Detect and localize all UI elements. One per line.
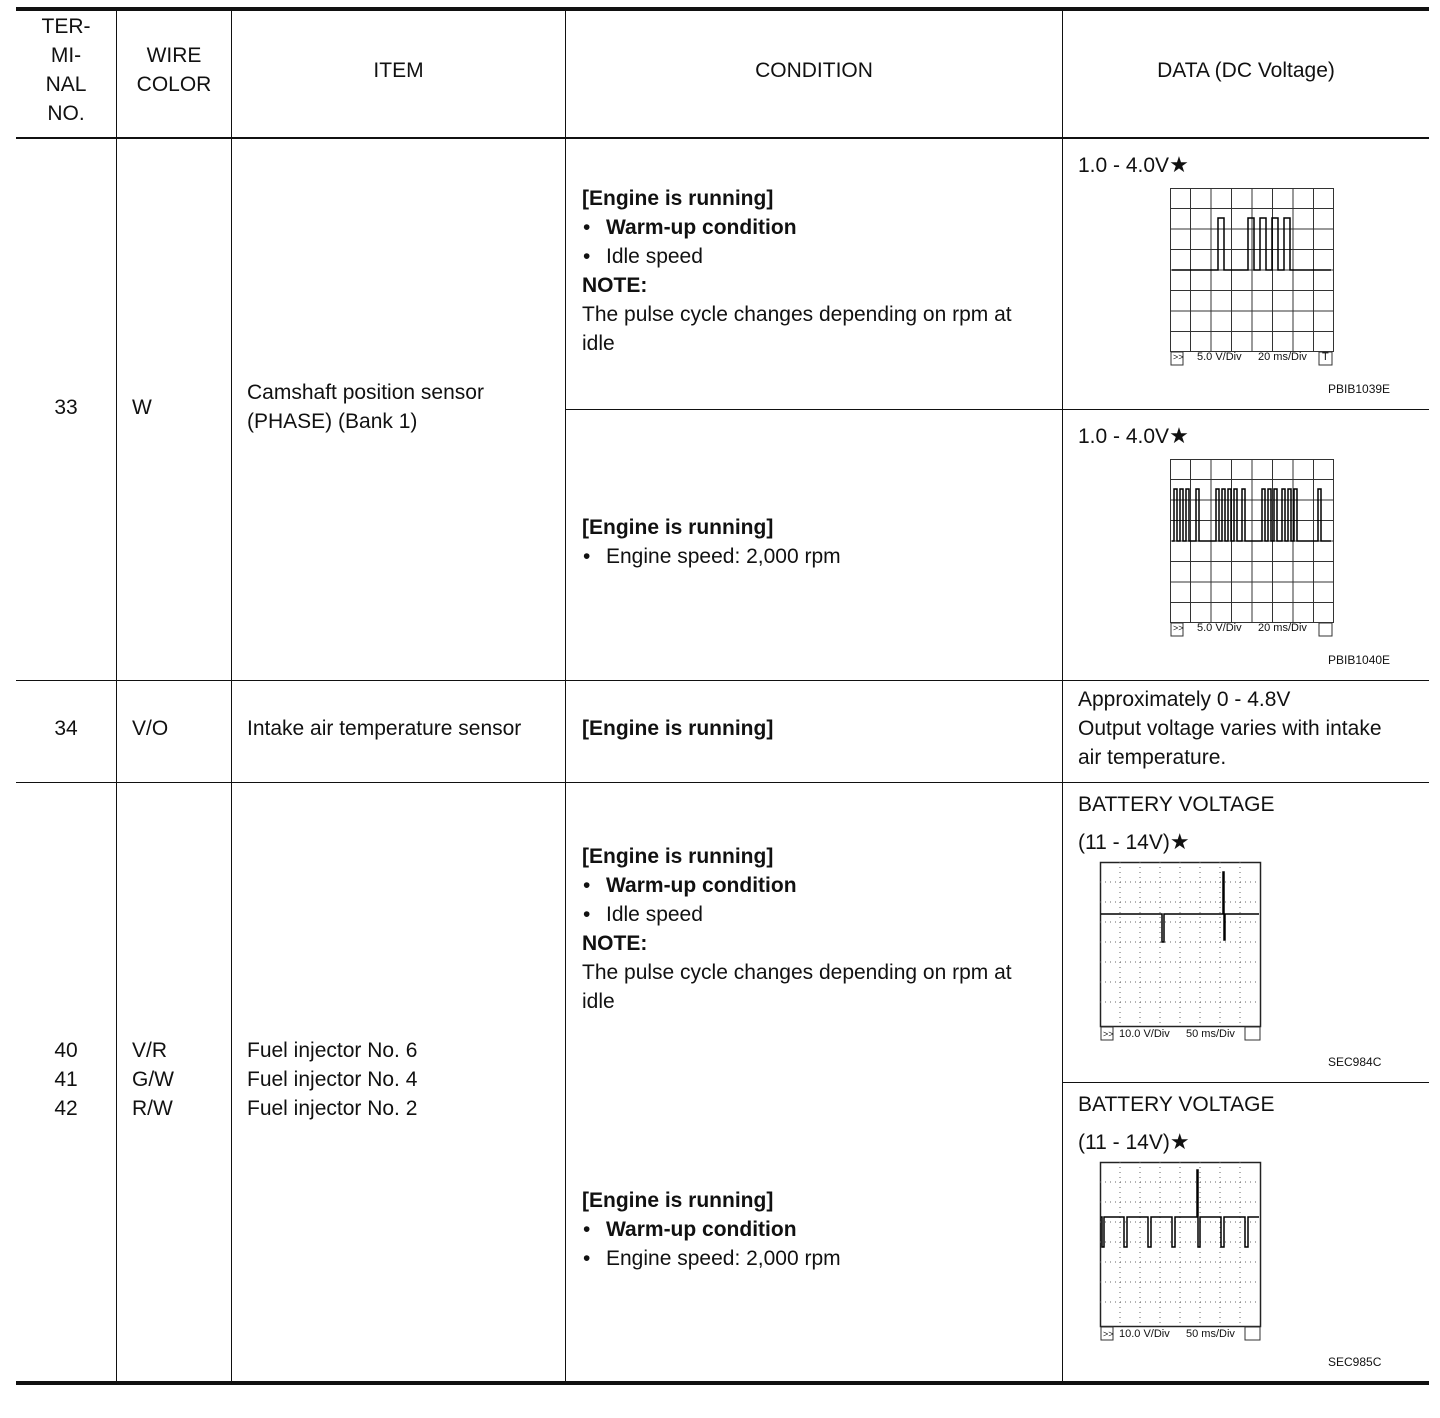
scope2-scale: 5.0 V/Div xyxy=(1197,622,1242,634)
row40-data1-value: BATTERY VOLTAGE (11 - 14V)★ xyxy=(1078,793,1275,854)
col-divider-4 xyxy=(1062,9,1063,1383)
scope3-mark: >> xyxy=(1103,1029,1114,1039)
row33-data2-value: 1.0 - 4.0V★ xyxy=(1078,423,1189,448)
header-item: ITEM xyxy=(373,59,424,82)
row34-item: Intake air temperature sensor xyxy=(247,717,522,740)
figure-id-sec984c: SEC984C xyxy=(1328,1055,1382,1069)
scope4-mark: >> xyxy=(1103,1329,1114,1339)
oscilloscope-waveform-sec984c xyxy=(1100,862,1262,1044)
row40-item: Fuel injector No. 6 Fuel injector No. 4 Fuel injector No. 2 xyxy=(247,1039,418,1120)
scope4-time: 50 ms/Div xyxy=(1186,1328,1235,1340)
oscilloscope-waveform-pbib1040e xyxy=(1170,459,1335,639)
col-divider-1 xyxy=(116,9,117,1383)
figure-id-pbib1039e: PBIB1039E xyxy=(1328,382,1391,396)
row34-wire: V/O xyxy=(132,717,169,740)
row40-cond1: [Engine is running] • Warm-up condition • Idle speed NOTE: The pulse cycle changes depending on rpm at idle xyxy=(582,845,1012,1013)
col-divider-2 xyxy=(231,9,232,1383)
scope3-scale: 10.0 V/Div xyxy=(1119,1028,1170,1040)
row33-bottom-rule xyxy=(16,680,1429,681)
row34-data: Approximately 0 - 4.8V Output voltage varies with intake air temperature. xyxy=(1078,688,1382,769)
row33-data1-value: 1.0 - 4.0V★ xyxy=(1078,152,1189,177)
oscilloscope-waveform-sec985c xyxy=(1100,1162,1262,1344)
oscilloscope-waveform-pbib1039e xyxy=(1170,188,1335,368)
header-condition: CONDITION xyxy=(755,59,873,82)
row40-wire: V/R G/W R/W xyxy=(132,1039,174,1120)
row33-terminal: 33 xyxy=(54,396,78,419)
scope1-time: 20 ms/Div xyxy=(1258,351,1307,363)
row34-condition: [Engine is running] xyxy=(582,717,774,740)
header-wire-color: WIRE COLOR xyxy=(136,44,212,96)
row34-bottom-rule xyxy=(16,782,1429,783)
scope2-time: 20 ms/Div xyxy=(1258,622,1307,634)
scope1-mark: >> xyxy=(1173,352,1184,362)
figure-id-pbib1040e: PBIB1040E xyxy=(1328,653,1391,667)
scope1-t: T xyxy=(1322,351,1329,363)
row34-terminal: 34 xyxy=(54,717,78,740)
col-divider-3 xyxy=(565,9,566,1383)
row33-divider xyxy=(566,409,1429,410)
scope4-scale: 10.0 V/Div xyxy=(1119,1328,1170,1340)
header-data: DATA (DC Voltage) xyxy=(1157,59,1335,82)
scope2-mark: >> xyxy=(1173,623,1184,633)
table-top-rule xyxy=(16,7,1429,11)
table-bottom-rule xyxy=(16,1381,1429,1385)
row40-terminal: 40 41 42 xyxy=(54,1039,78,1120)
scope3-time: 50 ms/Div xyxy=(1186,1028,1235,1040)
row33-cond1: [Engine is running] • Warm-up condition • Idle speed NOTE: The pulse cycle changes depending on rpm at idle xyxy=(582,187,1012,355)
header-terminal: TER- MI- NAL NO. xyxy=(41,15,91,125)
row33-cond2: [Engine is running] • Engine speed: 2,000 rpm xyxy=(582,516,841,568)
row40-cond2: [Engine is running] • Warm-up condition • Engine speed: 2,000 rpm xyxy=(582,1189,841,1270)
scope1-scale: 5.0 V/Div xyxy=(1197,351,1242,363)
row33-item: Camshaft position sensor (PHASE) (Bank 1) xyxy=(247,381,484,433)
figure-id-sec985c: SEC985C xyxy=(1328,1355,1382,1369)
row40-data2-value: BATTERY VOLTAGE (11 - 14V)★ xyxy=(1078,1093,1275,1154)
row33-wire: W xyxy=(132,396,152,419)
header-bottom-rule xyxy=(16,137,1429,139)
row40-divider xyxy=(1062,1082,1429,1083)
